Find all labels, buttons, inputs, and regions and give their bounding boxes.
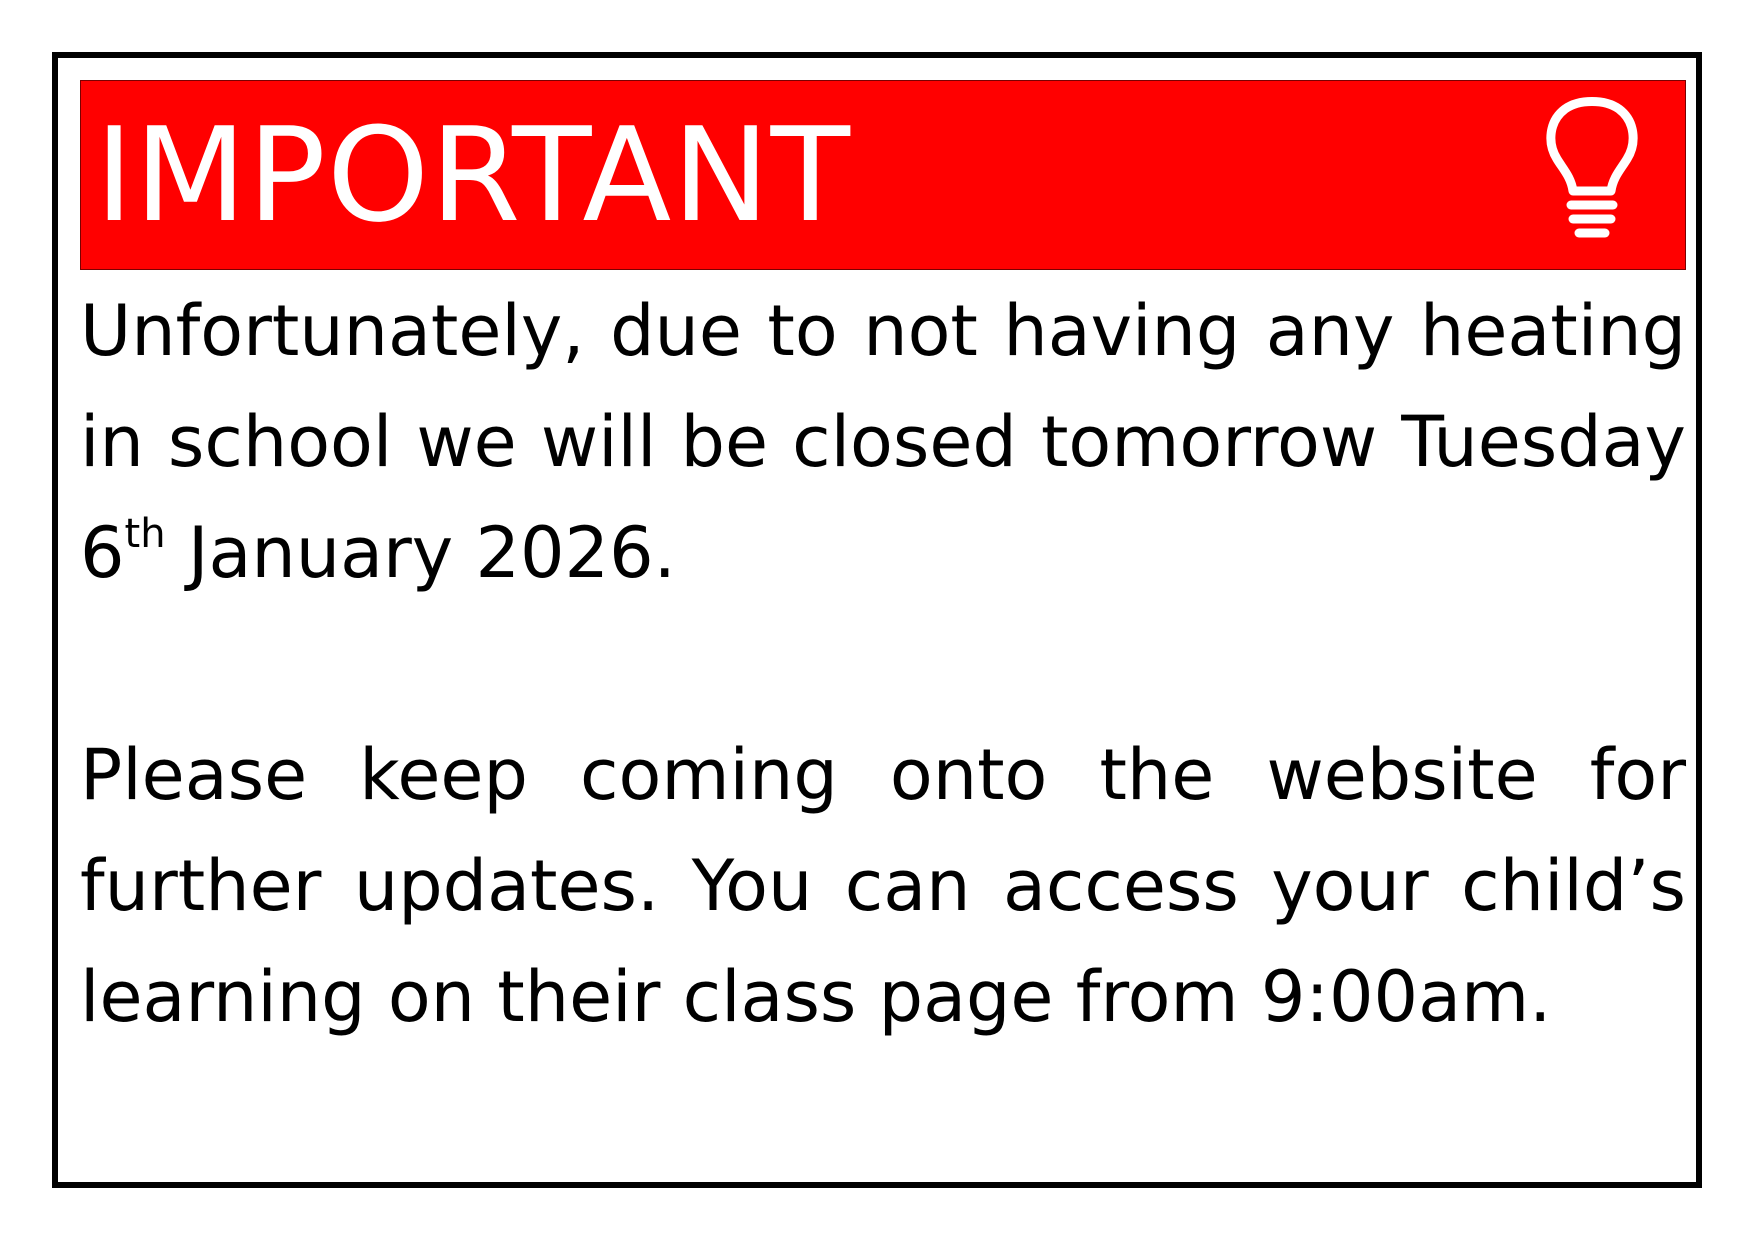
date-ordinal-suffix: th (124, 511, 166, 557)
paragraph-spacer (80, 609, 1686, 720)
banner-title: IMPORTANT (95, 99, 851, 251)
notice-body (80, 276, 1686, 1053)
lightbulb-icon (1537, 93, 1647, 253)
updates-paragraph: Please keep coming onto the website for further updates. You can access your child’s learning on their class page from 9:00am. (80, 734, 1686, 1038)
notice-frame (52, 52, 1702, 1188)
closure-text: Unfortunately, due to not having any heating in school we will be closed tomorrow Tuesday 6 (80, 290, 1686, 594)
closure-date-text: January 2026. (165, 512, 676, 594)
important-banner (80, 80, 1686, 270)
closure-paragraph (80, 276, 1686, 609)
